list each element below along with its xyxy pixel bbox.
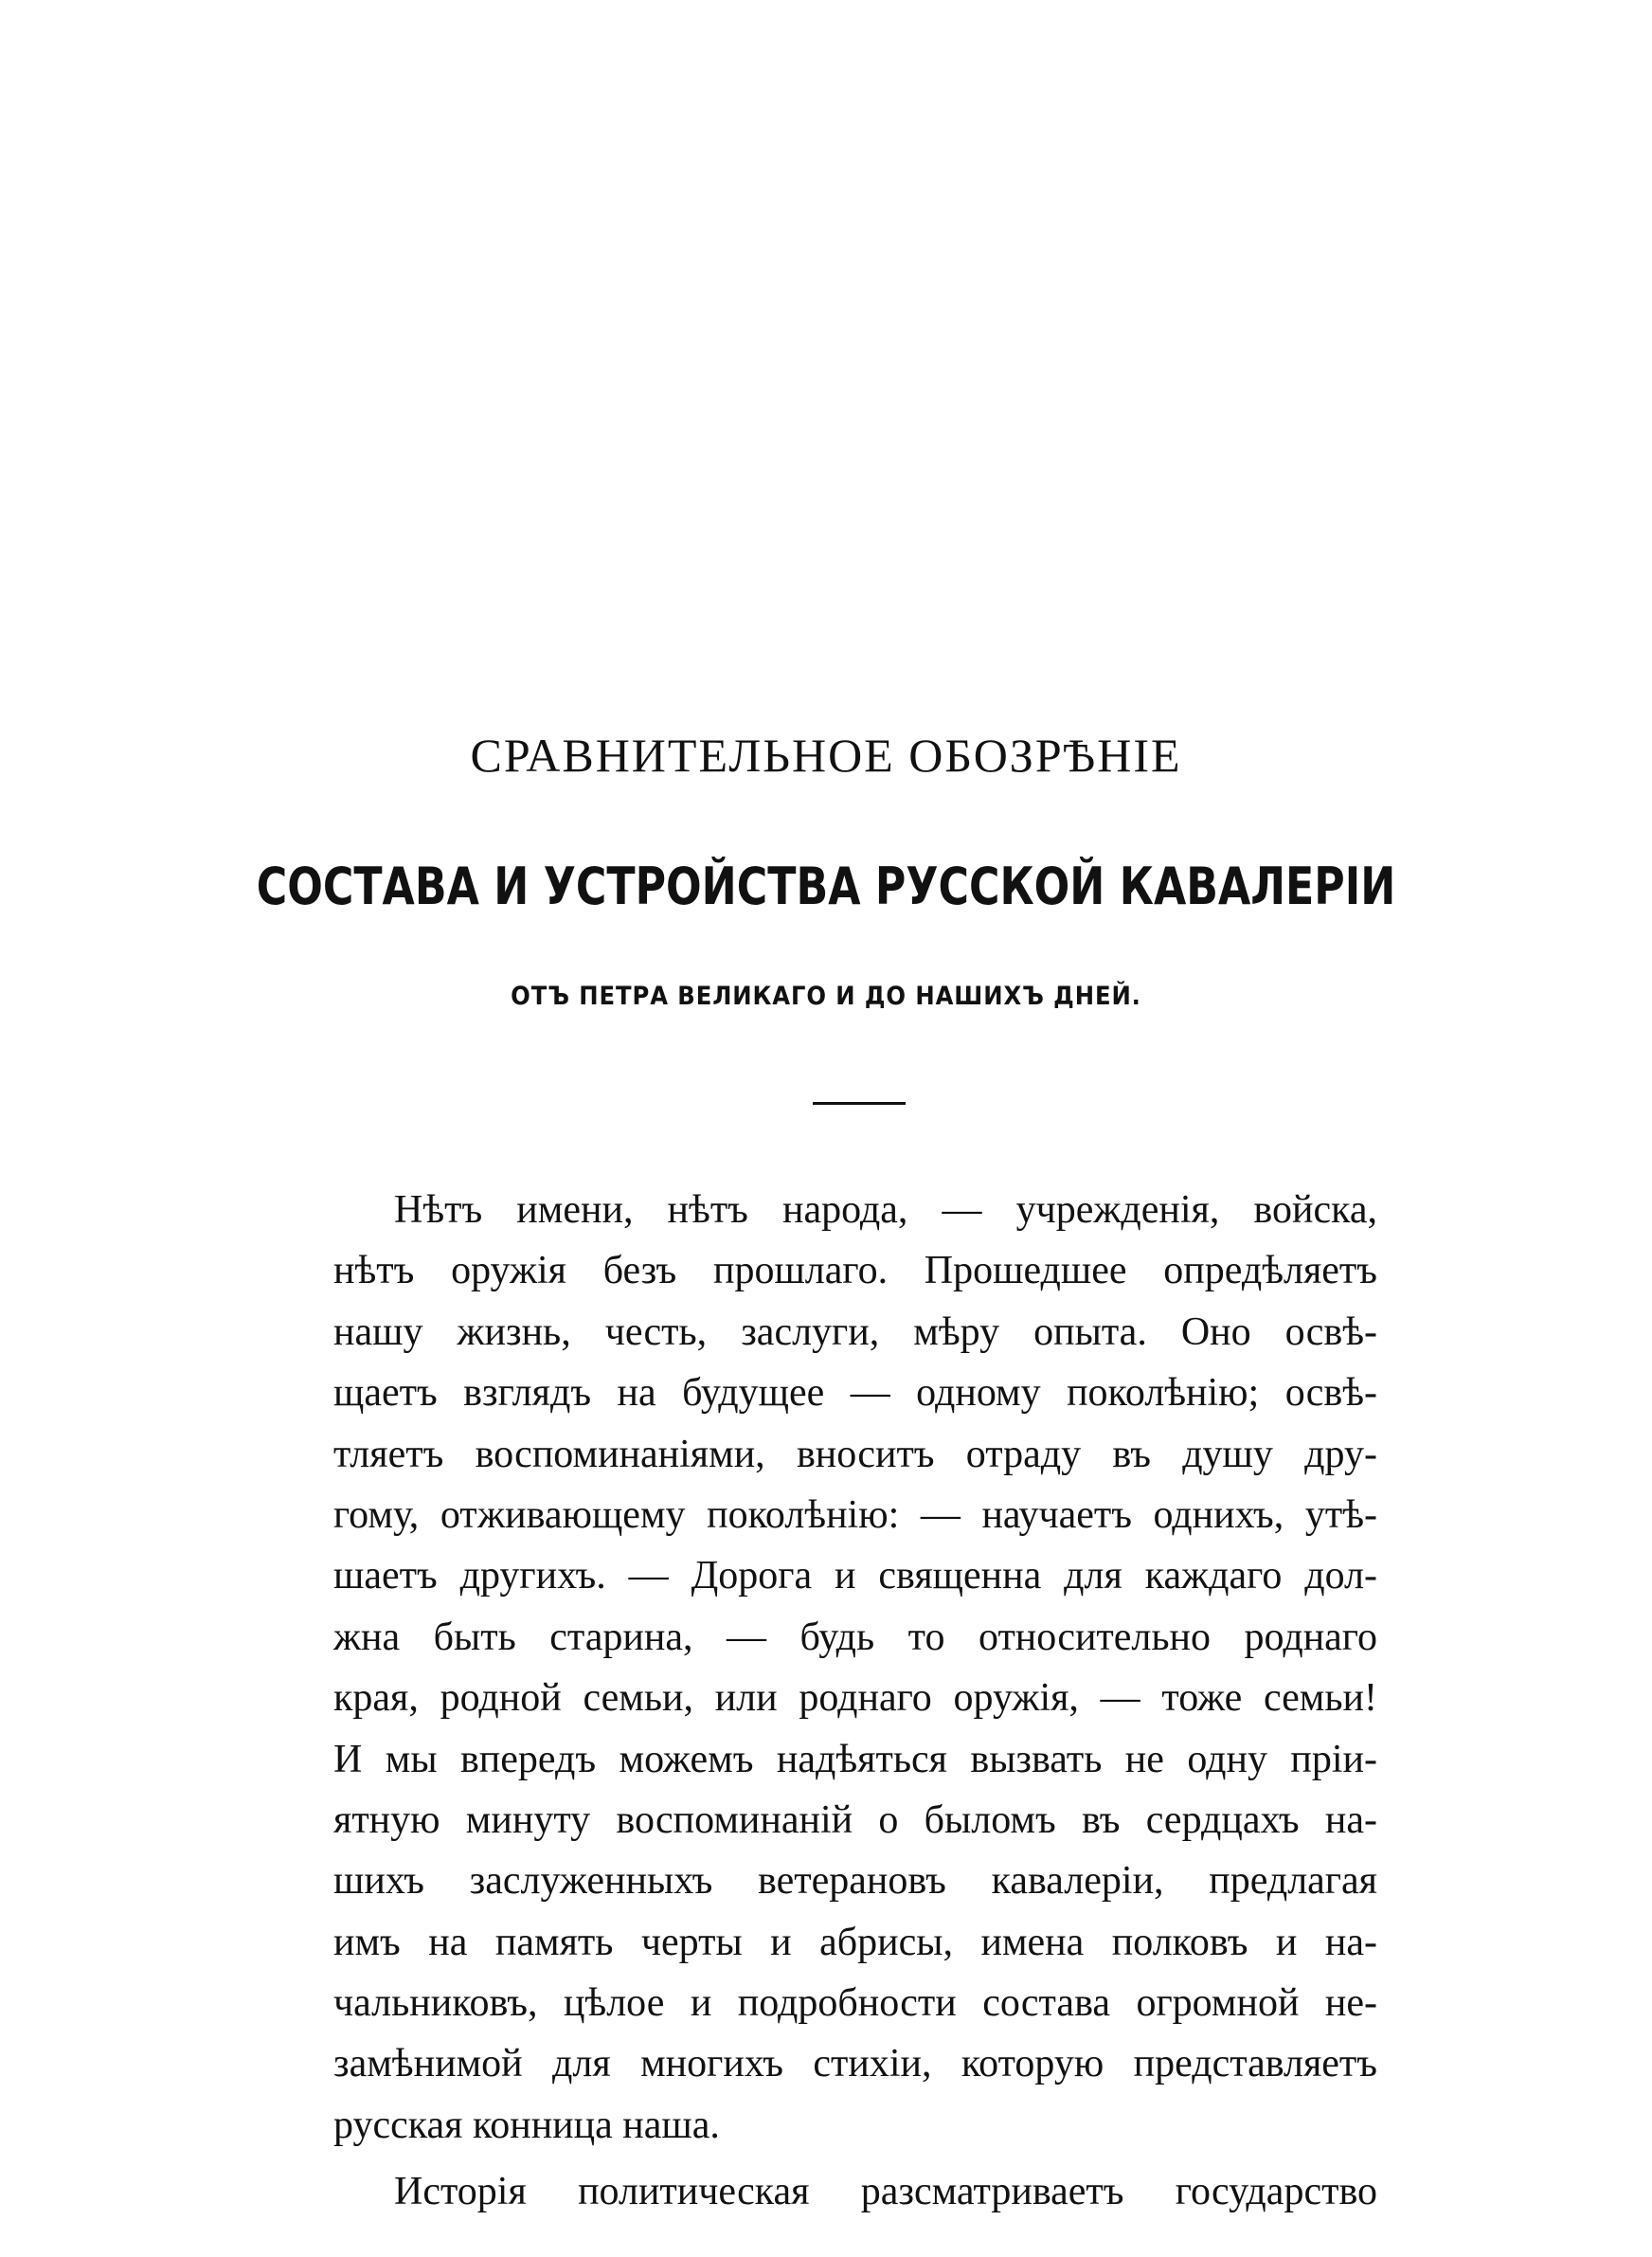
text-line: Исторія политическая разсматриваетъ государство (394, 2170, 1377, 2214)
text-line: И мы впередъ можемъ надѣяться вызвать не одну пріи- (333, 1737, 1377, 1781)
text-line: замѣнимой для многихъ стихіи, которую представляетъ (333, 2042, 1377, 2086)
text-line: шаетъ другихъ. — Дорога и священна для каждаго дол- (333, 1554, 1377, 1598)
text-line: чальниковъ, цѣлое и подробности состава огромной не- (333, 1981, 1377, 2026)
text-line: нашу жизнь, честь, заслуги, мѣру опыта. Оно освѣ- (333, 1309, 1377, 1354)
paragraph-2 (333, 2161, 1377, 2222)
text-line: имъ на память черты и абрисы, имена полковъ и на- (333, 1920, 1377, 1964)
text-line: края, родной семьи, или роднаго оружія, — тоже семьи! (333, 1676, 1377, 1721)
text-line: нѣтъ оружія безъ прошлаго. Прошедшее опредѣляетъ (333, 1249, 1377, 1293)
text-line: гому, отживающему поколѣнію: — научаетъ однихъ, утѣ- (333, 1492, 1377, 1537)
title-heading-line-2: СОСТАВА И УСТРОЙСТВА РУССКОЙ КАВАЛЕРІИ (256, 857, 1396, 916)
text-line: щаетъ взглядъ на будущее — одному поколѣнію; освѣ- (333, 1371, 1377, 1416)
title-subheading: ОТЪ ПЕТРА ВЕЛИКАГО И ДО НАШИХЪ ДНЕЙ. (511, 982, 1141, 1011)
text-line: ятную минуту воспоминаній о быломъ въ сердцахъ на- (333, 1797, 1377, 1842)
paragraph-1 (333, 1180, 1377, 2156)
body-text (333, 1180, 1377, 2223)
text-line: жна быть старина, — будь то относительно роднаго (333, 1615, 1377, 1659)
text-line: русская конница наша. (333, 2103, 720, 2147)
section-divider-rule (813, 1102, 906, 1105)
text-line: тляетъ воспоминаніями, вноситъ отраду въ душу дру- (333, 1432, 1377, 1476)
text-line: Нѣтъ имени, нѣтъ народа, — учрежденія, войска, (394, 1188, 1377, 1232)
title-heading-line-1: СРАВНИТЕЛЬНОЕ ОБОЗРѢНІЕ (470, 729, 1182, 782)
text-line: шихъ заслуженныхъ ветерановъ кавалеріи, предлагая (333, 1859, 1377, 1904)
